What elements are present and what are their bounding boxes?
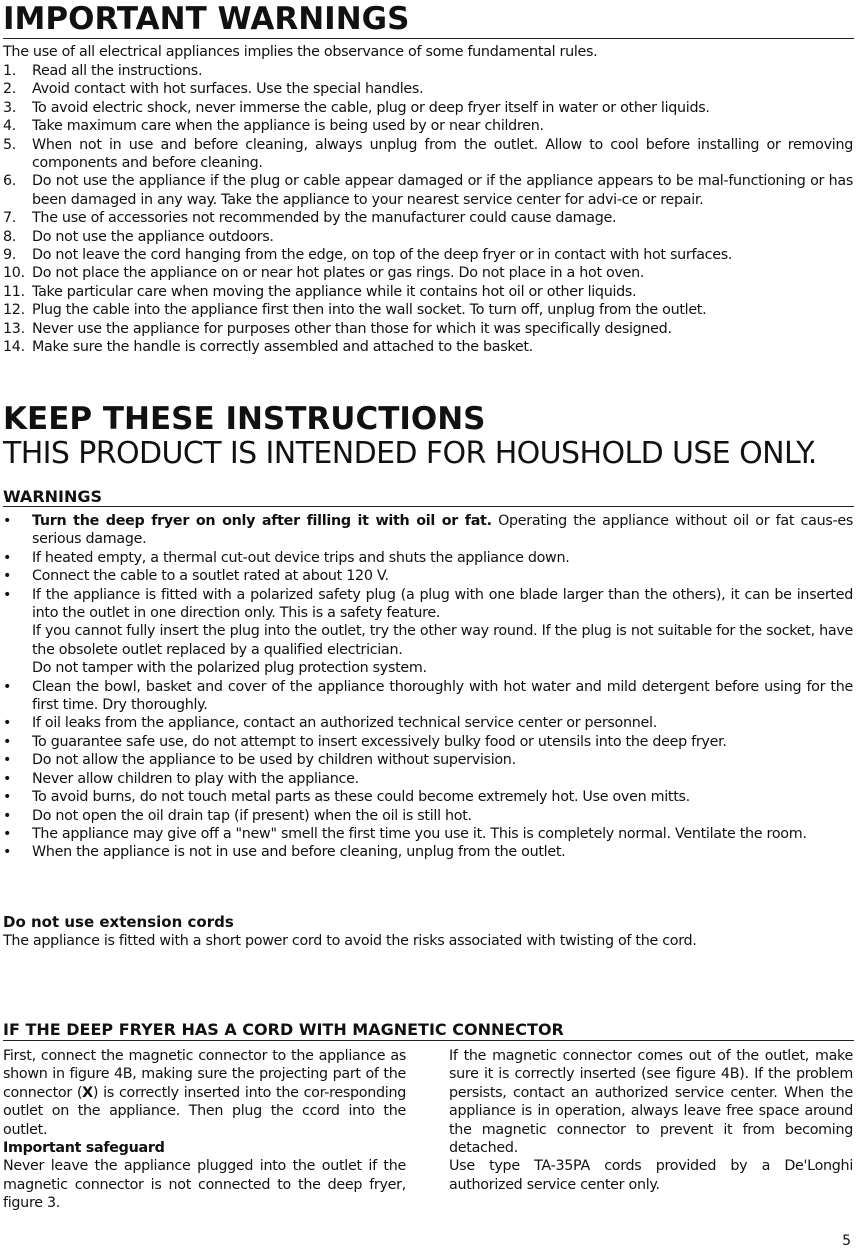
bullet-symbol: • <box>3 844 12 861</box>
list-item <box>3 843 853 861</box>
warning-text: When the appliance is not in use and before cleaning, unplug from the outlet. <box>32 844 566 861</box>
bullet-symbol: • <box>3 549 12 566</box>
important-warnings-title: IMPORTANT WARNINGS <box>3 1 410 37</box>
intro-text: The use of all electrical appliances implies the observance of some fundamental rules. <box>3 44 598 60</box>
numbered-item <box>3 99 853 117</box>
list-item <box>3 751 853 769</box>
item-number: 7. <box>3 210 17 227</box>
list-item <box>3 825 853 843</box>
list-item <box>3 770 853 788</box>
item-number: 1. <box>3 63 17 79</box>
item-text: Read all the instructions. <box>32 63 203 79</box>
magnetic-connector-heading: IF THE DEEP FRYER HAS A CORD WITH MAGNETIC CONNECTOR <box>3 1020 564 1039</box>
list-item <box>3 714 853 732</box>
warning-text: If the appliance is fitted with a polarized safety plug (a plug with one blade larger than the others), it can be inserted into the outlet in one direction only. This is a safety feature. <box>32 586 853 622</box>
safeguard-text: Never leave the appliance plugged into the outlet if the magnetic connector is not connected to the deep fryer, figure 3. <box>3 1158 406 1212</box>
bullet-symbol: • <box>3 752 12 769</box>
list-item <box>3 567 853 585</box>
warning-text: To guarantee safe use, do not attempt to insert excessively bulky food or utensils into the deep fryer. <box>32 733 727 750</box>
item-text: The use of accessories not recommended by the manufacturer could cause damage. <box>32 210 617 227</box>
bullet-symbol: • <box>3 825 12 842</box>
warnings-bullet-list <box>3 512 853 862</box>
bullet-symbol: • <box>3 733 12 750</box>
warning-text: To avoid burns, do not touch metal parts as these could become extremely hot. Use oven mitts. <box>32 789 690 806</box>
numbered-item <box>3 62 853 80</box>
warning-text: Clean the bowl, basket and cover of the appliance thoroughly with hot water and mild detergent before using for the first time. Dry thoroughly. <box>32 678 853 714</box>
magnetic-text: If the magnetic connector comes out of the outlet, make sure it is correctly inserted (see figure 4B). If the problem persists, contact an authorized service center. When the appliance is in operation, always leave free space around the magnetic connector to prevent it from becoming detached. <box>449 1048 853 1157</box>
numbered-item <box>3 172 853 209</box>
numbered-item <box>3 136 853 173</box>
bullet-symbol: • <box>3 586 12 603</box>
bullet-symbol: • <box>3 770 12 787</box>
warning-text: Connect the cable to a soutlet rated at about 120 V. <box>32 568 389 585</box>
bullet-symbol: • <box>3 678 12 695</box>
page-number: 5 <box>842 1233 851 1249</box>
numbered-item <box>3 301 853 319</box>
numbered-item <box>3 283 853 301</box>
extension-cords-heading: Do not use extension cords <box>3 913 234 931</box>
item-text: Make sure the handle is correctly assembled and attached to the basket. <box>32 339 533 356</box>
item-text: Avoid contact with hot surfaces. Use the special handles. <box>32 81 424 98</box>
warning-text: Do not allow the appliance to be used by children without supervision. <box>32 752 516 769</box>
title-rule <box>3 38 854 39</box>
list-item <box>3 807 853 825</box>
bullet-symbol: • <box>3 715 12 732</box>
item-number: 2. <box>3 81 17 98</box>
warning-text: Do not tamper with the polarized plug protection system. <box>32 660 427 677</box>
item-text: Do not use the appliance if the plug or cable appear damaged or if the appliance appears to be mal-functioning or has been damaged in any way. Take the appliance to your nearest service center for advi-ce or repair. <box>32 173 853 208</box>
item-number: 6. <box>3 173 17 190</box>
magnetic-text: ) is correctly inserted into the cor-responding outlet on the appliance. Then plug the ccord into the outlet. <box>3 1084 406 1138</box>
bullet-symbol: • <box>3 568 12 585</box>
numbered-item <box>3 338 853 356</box>
extension-cords-text: The appliance is fitted with a short power cord to avoid the risks associated with twisting of the cord. <box>3 933 697 949</box>
safeguard-heading: Important safeguard <box>3 1140 165 1157</box>
item-text: Do not place the appliance on or near hot plates or gas rings. Do not place in a hot oven. <box>32 265 645 282</box>
magnetic-text: First, connect the magnetic connector to the appliance as shown in figure 4B, making sure the projecting part of the connector ( <box>3 1048 406 1101</box>
magnetic-left-column <box>3 1047 406 1213</box>
list-item <box>3 586 853 678</box>
list-item <box>3 678 853 715</box>
warnings-heading: WARNINGS <box>3 487 103 506</box>
item-number: 8. <box>3 228 17 245</box>
warning-text: The appliance may give off a "new" smell the first time you use it. This is completely normal. Ventilate the room. <box>32 825 807 842</box>
warning-text: If oil leaks from the appliance, contact an authorized technical service center or personnel. <box>32 715 657 732</box>
magnetic-rule <box>3 1040 854 1041</box>
bullet-symbol: • <box>3 807 12 824</box>
numbered-item <box>3 117 853 135</box>
list-item <box>3 549 853 567</box>
bold-warning: Turn the deep fryer on only after filling it with oil or fat. <box>32 513 492 529</box>
item-number: 3. <box>3 99 17 116</box>
numbered-item <box>3 246 853 264</box>
keep-instructions-title: KEEP THESE INSTRUCTIONS <box>3 401 486 437</box>
list-item <box>3 733 853 751</box>
warnings-rule <box>3 506 854 507</box>
household-use-notice: THIS PRODUCT IS INTENDED FOR HOUSHOLD USE ONLY. <box>3 436 817 471</box>
connector-label: X <box>82 1084 93 1101</box>
magnetic-text: Use type TA-35PA cords provided by a De'Longhi authorized service center only. <box>449 1158 853 1193</box>
item-text: Take maximum care when the appliance is being used by or near children. <box>32 118 544 135</box>
numbered-item <box>3 80 853 98</box>
warning-text: Never allow children to play with the appliance. <box>32 770 359 787</box>
bullet-symbol: • <box>3 789 12 806</box>
item-number: 9. <box>3 247 17 264</box>
item-text: Plug the cable into the appliance first then into the wall socket. To turn off, unplug from the outlet. <box>32 302 707 319</box>
bullet-symbol: • <box>3 513 12 529</box>
item-text: To avoid electric shock, never immerse the cable, plug or deep fryer itself in water or other liquids. <box>32 99 710 116</box>
numbered-item <box>3 320 853 338</box>
warning-text: Operating the appliance without oil or fat caus-es serious damage. <box>32 513 853 548</box>
item-number: 11. <box>3 283 25 300</box>
item-text: Take particular care when moving the appliance while it contains hot oil or other liquids. <box>32 283 637 300</box>
numbered-item <box>3 228 853 246</box>
item-number: 10. <box>3 265 25 282</box>
item-number: 12. <box>3 302 25 319</box>
numbered-item <box>3 209 853 227</box>
item-number: 14. <box>3 339 25 356</box>
warning-text: Do not open the oil drain tap (if present) when the oil is still hot. <box>32 807 472 824</box>
magnetic-right-column <box>449 1047 853 1194</box>
item-number: 13. <box>3 320 25 337</box>
numbered-item <box>3 264 853 282</box>
list-item <box>3 788 853 806</box>
item-text: Do not leave the cord hanging from the edge, on top of the deep fryer or in contact with hot surfaces. <box>32 247 733 264</box>
list-item <box>3 512 853 549</box>
warning-text: If heated empty, a thermal cut-out device trips and shuts the appliance down. <box>32 549 570 566</box>
warning-text: If you cannot fully insert the plug into the outlet, try the other way round. If the plug is not suitable for the socket, have the obsolete outlet replaced by a qualified electrician. <box>32 623 853 658</box>
item-text: Do not use the appliance outdoors. <box>32 228 274 245</box>
item-number: 5. <box>3 136 17 153</box>
item-text: When not in use and before cleaning, always unplug from the outlet. Allow to cool before installing or removing components and before cleaning. <box>32 136 853 172</box>
item-number: 4. <box>3 118 17 135</box>
item-text: Never use the appliance for purposes other than those for which it was specifically designed. <box>32 320 672 337</box>
numbered-warnings-list <box>3 62 853 357</box>
